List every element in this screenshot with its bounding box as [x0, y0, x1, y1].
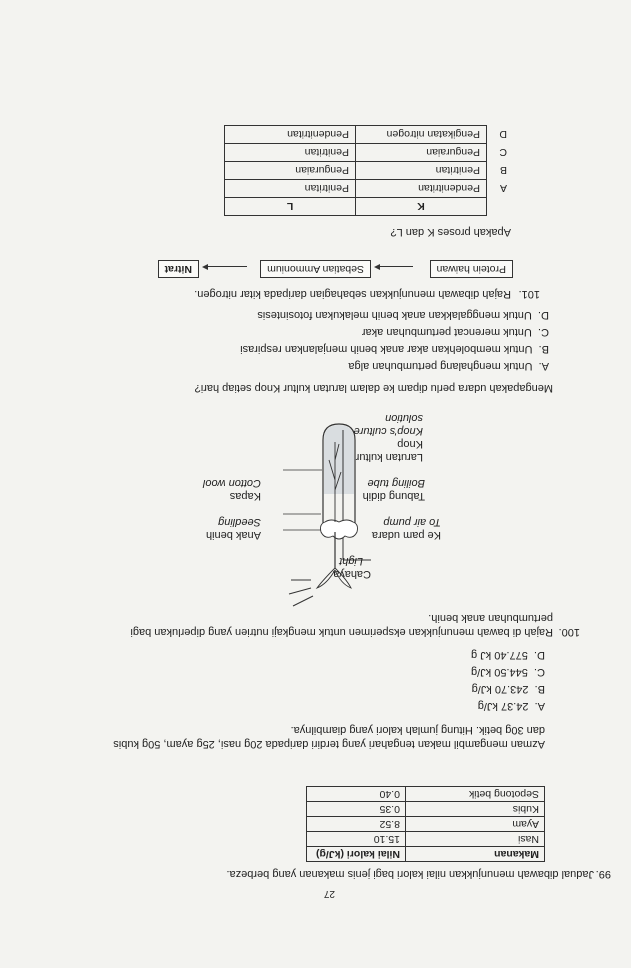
table-row	[225, 198, 514, 216]
table-row	[307, 817, 545, 832]
option-letter: C	[541, 326, 549, 338]
page-number: 27	[323, 888, 335, 899]
option-letter: D	[541, 309, 549, 321]
label-tube: Tabung didih	[362, 490, 425, 502]
label-ms: Cahaya	[333, 568, 371, 580]
culture-solution-fill	[324, 425, 354, 494]
option-letter: D	[499, 128, 507, 141]
table-row	[307, 802, 545, 817]
q99-option-b: B. 243.70 kJ/g	[471, 683, 545, 695]
q99-number: 99.	[595, 868, 611, 880]
label-light	[333, 567, 371, 580]
q100-option-b: B. Untuk membolehkan akar anak benih menjalankan respirasi	[240, 343, 549, 355]
table-row	[307, 832, 545, 847]
table-header	[487, 198, 514, 216]
flow-box-protein: Protein haiwan	[430, 260, 513, 278]
table-cell: Pengikatan nitrogen	[356, 126, 487, 144]
calorie-table	[306, 786, 545, 862]
q99-stem-line2: Azman mengambil makan tengahari yang terdiri daripada 20g nasi, 25g ayam, 50g kubis	[113, 738, 545, 750]
apparatus-diagram	[271, 410, 401, 610]
table-cell: Kubis	[406, 802, 545, 817]
option-letter: A	[541, 360, 549, 372]
option-text: 243.70 kJ/g	[471, 683, 529, 695]
table-header: K	[356, 198, 487, 216]
label-seedling-en: Seedling	[218, 516, 261, 528]
label-solution-en-2: solution	[385, 412, 423, 424]
option-text: Untuk membolehkan akar anak benih menjalankan respirasi	[240, 343, 533, 355]
table-header: Makanan	[406, 847, 545, 862]
table-row	[307, 787, 545, 802]
q100-stem-line2: pertumbuhan anak benih.	[428, 612, 553, 624]
label-cotton-en: Cotton wool	[202, 477, 261, 489]
option-letter: D	[537, 649, 545, 661]
option-letter: C	[537, 666, 545, 678]
option-text: Untuk menghalang pertumbuhan alga	[348, 360, 533, 372]
q101-stem: Rajah dibawah menunjukkan sebahagian daripada kitar nitrogen.	[194, 288, 511, 300]
q100-option-c: C. Untuk merencat pertumbuhan akar	[361, 326, 549, 338]
label-solution: Larutan kultur	[355, 451, 423, 463]
q100-number: 100.	[558, 626, 580, 638]
table-header: Nilai kalori (kJ/g)	[307, 847, 406, 862]
q100-option-a: A. Untuk menghalang pertumbuhan alga	[348, 360, 549, 372]
label-cotton: Kapas	[229, 490, 261, 502]
q100-question: Mengapakah udara perlu dipam ke dalam larutan kultur Knop setiap hari?	[194, 382, 553, 394]
light-rays	[289, 580, 313, 606]
option-text: 24.37 kJ/g	[477, 700, 529, 712]
option-text: 577.40 kJ g	[471, 649, 528, 661]
q99-option-c: C. 544.50 kJ/g	[471, 666, 545, 678]
table-cell: Penguraian	[225, 162, 356, 180]
table-cell: Penguraian	[356, 144, 487, 162]
option-letter: A	[537, 700, 545, 712]
table-row	[307, 847, 545, 862]
table-header: L	[225, 198, 356, 216]
table-row	[225, 144, 514, 162]
q101-question: Apakah proses K dan L?	[390, 226, 511, 238]
table-cell: Pendenitritan	[225, 126, 356, 144]
table-row	[225, 162, 514, 180]
flow-arrow-l	[207, 266, 247, 267]
label-solution-2: Knop	[397, 438, 423, 450]
q101-number: 101.	[518, 288, 540, 300]
q99-stem-line1: Jadual dibawah menunjukkan nilai kalori bagi jenis makanan yang berbeza.	[226, 868, 594, 880]
option-text: 544.50 kJ/g	[471, 666, 528, 678]
table-cell: Nasi	[406, 832, 545, 847]
table-row	[225, 180, 514, 198]
table-cell: 8.52	[307, 817, 406, 832]
cotton-wool-plug	[321, 520, 358, 539]
table-cell: Penitritan	[356, 162, 487, 180]
table-cell: Penitritan	[225, 180, 356, 198]
table-cell: 0.35	[307, 802, 406, 817]
table-cell: Sepotong betik	[406, 787, 545, 802]
q99-option-a: A. 24.37 kJ/g	[477, 700, 545, 712]
table-cell: Penitritan	[225, 144, 356, 162]
flow-box-nitrate: Nitrat	[158, 260, 199, 278]
option-letter: A	[499, 182, 507, 195]
label-solution-en: Knop's culture	[353, 425, 423, 437]
q100-stem-line1: Rajah di bawah menunjukkan eksperimen untuk mengkaji nutrien yang diperlukan bagi	[130, 626, 553, 638]
q100-option-d: D. Untuk menggalakkan anak benih melakukan fotosintesis	[257, 309, 549, 321]
label-light-en: Light	[339, 555, 363, 567]
label-pump: Ke pam udara	[371, 529, 441, 541]
table-cell: 15.10	[307, 832, 406, 847]
q99-option-d: D. 577.40 kJ g	[471, 649, 545, 661]
table-cell: 0.40	[307, 787, 406, 802]
option-text: Untuk merencat pertumbuhan akar	[361, 326, 532, 338]
table-cell: Pendenitritan	[356, 180, 487, 198]
flow-box-ammonium: Sebatian Ammonium	[260, 260, 371, 278]
flow-arrow-k	[379, 266, 413, 267]
q99-stem-line3: dan 30g betik. Hitung jumlah kalori yang diambilnya.	[290, 724, 545, 736]
label-pump-en: To air pump	[383, 516, 441, 528]
option-letter: B	[537, 683, 545, 695]
process-table	[224, 125, 513, 216]
option-letter: B	[541, 343, 549, 355]
option-letter: C	[499, 146, 507, 159]
label-seedling: Anak benih	[205, 529, 261, 541]
table-cell: Ayam	[406, 817, 545, 832]
option-letter: B	[499, 164, 507, 177]
label-tube-en: Boiling tube	[367, 477, 425, 489]
table-row	[225, 126, 514, 144]
option-text: Untuk menggalakkan anak benih melakukan fotosintesis	[257, 309, 532, 321]
